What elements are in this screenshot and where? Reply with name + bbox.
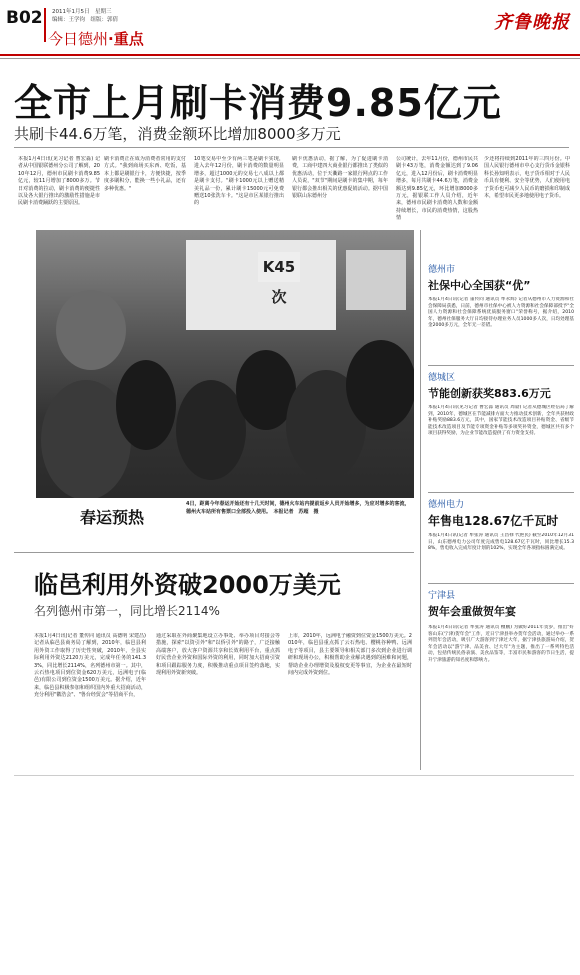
side-region: 德州市 bbox=[428, 265, 456, 275]
second-subhead: 名列德州市第一，同比增长2114% bbox=[34, 604, 220, 618]
side-body: 本报1月4日讯(记者 董传同 通讯员 牟永辉) 记者从德州市人力资源和社会保障局获悉，日前，德州市社保中心被人力资源和社会保障部授予"全国人力资源和社会保障系统优质服务窗口"荣誉称号，据介绍，2010年，德州社保服务大厅日均接待办理业务人员1000多人次，日均处理基金2000多万元，全年无一差错。 bbox=[428, 297, 574, 329]
side-body: 本报1月4日讯(记者 牟张涛 通讯员 檀鹏) 为做好2011年贺岁，推出"好客山东(宁津)贺年会"工作，近日宁津县举办贺年会活动，通过举办一系列贺年会活动，吸引广大游客到宁津过大年，据宁津县旅游局介绍，贺年会活动以"游宁津、品美食、过大年"为主题，推出了一系列特色活动，包括传统民俗表演、美食品鉴等，丰富市民和游客的节日生活，提升宁津旅游的知名度和影响力。 bbox=[428, 625, 574, 663]
second-col-3: 上市，2010年，远洲电子融资到位资金1500万美元。2010年，临邑县重点抓了云石热电、樱桃谷种鸭、远洲电子等项目，县主要领导和相关部门多次到企业进行调研和现场办公，积极帮助企业解决遇到的困难和问题，帮助企业办理增资及股权变更等事宜，为企业在最短时间内完成外资到位。 bbox=[288, 633, 412, 677]
crowd-figure bbox=[346, 340, 414, 430]
second-col-2: 通过采取在外商聚集地设立办事处、举办项目对接会等措施，探索"以资引外"和"以侨引外"的路子，广泛接触高端客户，放大客户资源共享和长效利用平台，重点抓好民营企业外资和国际外资的利用，同时加大招商引资和项目跟踪服务力度，积极推动重点项目签约落地，实现利用外资新突破。 bbox=[156, 633, 280, 677]
side-item-2 bbox=[428, 370, 574, 489]
editors: 编辑：王学钧 组版：郭倩 bbox=[52, 17, 119, 23]
lead-divider bbox=[14, 147, 569, 148]
lead-col-6: 少还将持续到2011年的三四月份。中国人民银行德州市中心支行货币金银科科长孙知明表示，电子货币相对于人民币具有便利、安全等优势，人们使用电子货币也可减少人民币的磨损和印制成本，希望市民更多地使用电子货币。 bbox=[484, 156, 570, 200]
side-item-3 bbox=[428, 497, 574, 571]
second-headline: 临邑利用外资破2000万美元 bbox=[34, 571, 341, 599]
side-body: 本报1月4日讯(见习记者 曹宏淼 通讯员 周勍) 记者从德城区经信局了解到，2010年，德城区在节能减排方面大力推动技术创新，全年共获财政补贴奖励883.6万元，其中，国家节能技术改造项目补贴资金、省级节能技术改造项目及节能专项资金补贴等多项奖补资金，德城区共有多个项目获得奖励，为企业节能改造提供了有力资金支持。 bbox=[428, 405, 574, 437]
issue-date: 2011年1月5日 星期三 bbox=[52, 9, 112, 15]
side-rule bbox=[428, 492, 574, 493]
newspaper-logo: 齐鲁晚报 bbox=[494, 12, 570, 33]
side-rule bbox=[428, 365, 574, 366]
photo-caption: 4日，距离今年春运开始还有十几天时间，德州火车站内提前返乡人员开始增多，为应对增多的客流，德州火车站所有售票口全部投入使用。 本报记者 苏超 摄 bbox=[186, 501, 410, 515]
second-col-1: 本报1月4日讯(记者 董传同 通讯员 高德明 宋建昌) 记者从临邑县商务局了解到，2010年，临邑县利用外资工作取得了历史性突破，2010年，全县实际利用外资达2120万美元，完成年任务的141.33%，同比增长2114%，名列德州市第一。其中，云石热电项目到位资金620万美元，远洲电子(临邑)有限公司到位资金1500万美元。据介绍，近年来，临邑县积极参加和组织国内外重大招商活动，充分利用"徽浩会"、"鲁台经贸会"等招商平台， bbox=[34, 633, 146, 699]
crowd-figure bbox=[116, 360, 176, 450]
station-window-2 bbox=[346, 250, 406, 310]
header-rule-thin bbox=[0, 58, 580, 59]
news-photo bbox=[36, 230, 414, 498]
section-dot: · bbox=[108, 30, 114, 48]
section-focus: 重点 bbox=[113, 30, 144, 48]
header-rule bbox=[0, 54, 580, 56]
photo-caption-title: 春运预热 bbox=[80, 508, 145, 527]
section-name: 今日德州 bbox=[48, 30, 109, 48]
lead-col-4: 刷卡优惠活动，据了解，为了促进刷卡消费，工商中建四大商业银行都推出了类似的优惠活动，位于天衢路一家银行网点的工作人员说，"双节"期间是刷卡的集中期，每年银行都会推出相关的优惠促销活动。据中国银联山东德州分 bbox=[292, 156, 388, 200]
lead-col-1: 本报1月4日讯(见习记者 曹宏淼) 记者从中国银联德州分公司了解到，2010年12月，德州市民刷卡消费9.85亿元，较11月增加了8000多万。节日对消费的拉动，刷卡消费的便捷性以及各大银行推出的激励性措施是市民刷卡消费踊跃的主要原因。 bbox=[18, 156, 100, 207]
lead-col-5: 公司统计，去年11月份，德州市民共刷卡43万笔，消费金额达到了9.06亿元，进入12月份后，刷卡消费明显增多，每月共刷卡44.6万笔，消费金额达到9.85亿元，环比增加8000多万元，据银联工作人员介绍，近年来，德州市民刷卡消费的人数和金额持续增长，市民的消费热情，这股热情 bbox=[396, 156, 478, 222]
side-title: 节能创新获奖883.6万元 bbox=[428, 387, 551, 400]
bottom-rule bbox=[14, 775, 574, 776]
side-item-4 bbox=[428, 588, 574, 725]
side-title: 贺年会重做贺年宴 bbox=[428, 605, 516, 618]
side-rule bbox=[428, 583, 574, 584]
lead-col-2: 刷卡消费正在成为消费者常用的支付方式。"我到商场买东西、吃饭，基本上都是刷银行卡，方便快捷，按季度多刷积分，能换一些小礼品，还有多种优惠。" bbox=[104, 156, 186, 192]
side-region: 德城区 bbox=[428, 373, 456, 383]
side-title: 年售电128.67亿千瓦时 bbox=[428, 514, 559, 528]
side-region: 宁津县 bbox=[428, 591, 456, 601]
header-bar bbox=[44, 8, 46, 42]
page-number: B02 bbox=[6, 8, 43, 28]
header-meta bbox=[52, 8, 118, 24]
side-body: 本报1月4日讯(记者 牟张涛 通讯员 王昌禄 代艳民) 截至2010年12月31日，山东德州电力公司年度完成售电128.67亿千瓦时，同比增长15.38%，售电收入完成年度计划的102%，实现全年各项指标圆满完成。 bbox=[428, 533, 574, 552]
crowd-figure bbox=[56, 290, 126, 370]
lead-subhead: 共刷卡44.6万笔，消费金额环比增加8000多万元 bbox=[14, 125, 341, 143]
section-title bbox=[48, 28, 144, 49]
lead-col-3: 10笔交易中至少有两三笔是刷卡实现，进入去年12月份，刷卡消费的数量明显增多，超过1000元的交易七八成以上都是刷卡支付。"刷卡1000元以上赠送精美礼品一份，累计刷卡15000元可免费赠送10张洗车卡。"这是市区某银行推出的 bbox=[194, 156, 284, 207]
side-title: 社保中心全国获“优” bbox=[428, 279, 531, 292]
second-divider bbox=[14, 552, 414, 553]
train-number-sign: K45次 bbox=[258, 252, 300, 282]
lead-headline: 全市上月刷卡消费9.85亿元 bbox=[14, 81, 502, 125]
side-region: 德州电力 bbox=[428, 500, 465, 510]
side-item-1 bbox=[428, 262, 574, 341]
sidebar-divider bbox=[420, 230, 421, 770]
